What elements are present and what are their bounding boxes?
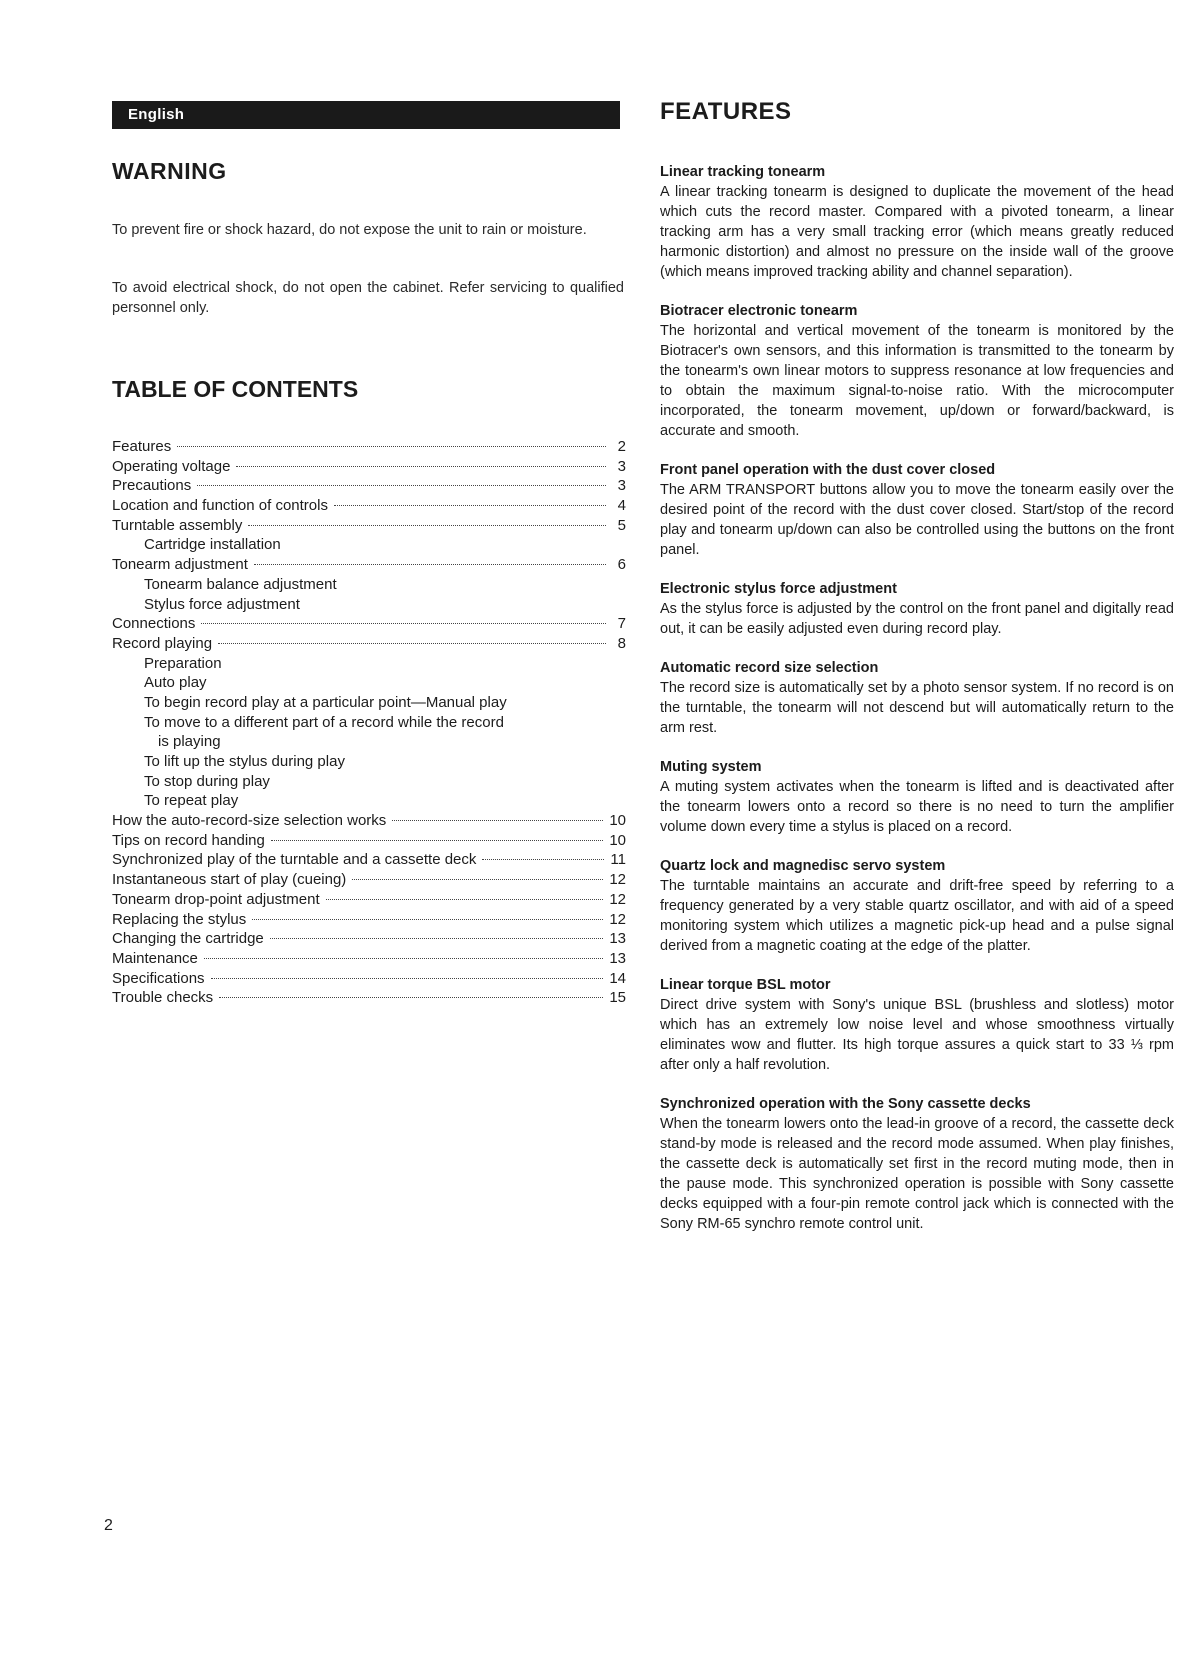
toc-entry-label: Trouble checks <box>112 989 214 1007</box>
toc-leader-dots <box>392 820 603 821</box>
toc-entry <box>112 713 626 733</box>
feature-section <box>660 658 1174 738</box>
feature-title: Linear tracking tonearm <box>660 164 826 180</box>
toc-leader-dots <box>197 485 606 486</box>
toc-leader-dots <box>334 505 606 506</box>
toc-entry-label: To move to a different part of a record while the record <box>144 713 504 731</box>
toc-entry <box>112 496 626 516</box>
feature-text: Direct drive system with Sony's unique BSL (brushless and slotless) motor which has an extremely low noise level and whose smoothness virtually eliminates wow and flutter. Its high torque assures a quick start to 33 ⅓ rpm after only a half revolution. <box>660 997 1174 1073</box>
feature-section <box>660 975 1174 1075</box>
language-banner <box>112 101 620 129</box>
toc-entry-page: 10 <box>609 812 626 830</box>
toc-entry-label: Stylus force adjustment <box>144 595 300 613</box>
feature-text: A linear tracking tonearm is designed to duplicate the movement of the head which cuts the record master. Compared with a pivoted tonearm, a linear tracking arm has a very small tracking error (which means greatly reduced harmonic distortion) and almost no pressure on the inside wall of the groove (which means improved tracking ability and channel separation). <box>660 184 1174 280</box>
toc-entry-label: Precautions <box>112 477 192 495</box>
toc-leader-dots <box>211 978 604 979</box>
toc-entry <box>112 791 626 811</box>
feature-text: The horizontal and vertical movement of the tonearm is monitored by the Biotracer's own sensors, and this information is transmitted to the tonearm by the tonearm's own linear motors to suppress resonance at low frequencies and to obtain the maximum signal-to-noise ratio. With the microcomputer incorporated, the tonearm movement, up/down or forward/backward, is accurate and smooth. <box>660 323 1174 439</box>
toc-entry-label: Specifications <box>112 969 205 987</box>
toc-leader-dots <box>271 840 603 841</box>
table-of-contents <box>112 437 626 1008</box>
feature-section <box>660 301 1174 441</box>
features-list <box>660 162 1174 1253</box>
toc-entry-page: 7 <box>617 615 626 633</box>
feature-title: Automatic record size selection <box>660 660 879 676</box>
toc-entry-page: 12 <box>609 871 626 889</box>
toc-leader-dots <box>254 564 606 565</box>
toc-entry <box>112 870 626 890</box>
toc-entry-label: Location and function of controls <box>112 497 328 515</box>
toc-entry-page: 5 <box>617 516 626 534</box>
toc-entry-label: Synchronized play of the turntable and a cassette deck <box>112 851 477 869</box>
toc-entry-page: 15 <box>609 989 626 1007</box>
feature-section <box>660 460 1174 560</box>
toc-entry-page: 4 <box>617 497 626 515</box>
warning-paragraph-fire: To prevent fire or shock hazard, do not expose the unit to rain or moisture. <box>112 222 587 238</box>
toc-entry-page: 3 <box>617 457 626 475</box>
toc-entry-page: 12 <box>609 890 626 908</box>
toc-leader-dots <box>219 997 603 998</box>
toc-entry-label: To stop during play <box>144 772 270 790</box>
toc-entry <box>112 929 626 949</box>
toc-entry-label: Auto play <box>144 674 207 692</box>
toc-entry-label: Tonearm balance adjustment <box>144 575 337 593</box>
toc-entry-label: To repeat play <box>144 792 239 810</box>
toc-entry-label: Features <box>112 438 172 455</box>
language-label: English <box>128 106 185 123</box>
feature-title: Front panel operation with the dust cover closed <box>660 462 996 478</box>
toc-entry <box>112 595 626 615</box>
feature-section <box>660 856 1174 956</box>
toc-entry <box>112 752 626 772</box>
toc-entry <box>112 654 626 674</box>
toc-entry <box>112 457 626 477</box>
toc-entry <box>112 693 626 713</box>
toc-entry <box>112 910 626 930</box>
toc-entry-label: Instantaneous start of play (cueing) <box>112 871 347 889</box>
toc-entry-label: Changing the cartridge <box>112 930 264 948</box>
toc-leader-dots <box>204 958 603 959</box>
feature-section <box>660 757 1174 837</box>
toc-entry <box>112 969 626 989</box>
toc-entry <box>112 575 626 595</box>
toc-entry-label: Record playing <box>112 634 213 652</box>
feature-title: Quartz lock and magnedisc servo system <box>660 858 946 874</box>
toc-entry <box>112 949 626 969</box>
toc-entry-label: Cartridge installation <box>144 536 281 554</box>
feature-title: Biotracer electronic tonearm <box>660 303 858 319</box>
toc-entry <box>112 555 626 575</box>
page-number: 2 <box>104 1517 113 1534</box>
toc-entry-page: 2 <box>617 438 626 455</box>
toc-leader-dots <box>177 446 606 447</box>
toc-entry-label: Preparation <box>144 654 222 672</box>
feature-text: A muting system activates when the tonearm is lifted and is deactivated after the tonearm lowers onto a record so there is no need to turn the amplifier volume down every time a stylus is placed on a record. <box>660 779 1174 835</box>
feature-section <box>660 579 1174 639</box>
feature-title: Linear torque BSL motor <box>660 977 831 993</box>
toc-entry <box>112 476 626 496</box>
toc-entry <box>112 772 626 792</box>
toc-entry <box>112 437 626 457</box>
feature-text: The ARM TRANSPORT buttons allow you to move the tonearm easily over the desired point of the record with the dust cover closed. Start/stop of the record play and tonearm up/down can also be controlled using the buttons on the front panel. <box>660 482 1174 558</box>
toc-entry-page: 6 <box>617 556 626 574</box>
toc-entry-page: 14 <box>609 969 626 987</box>
toc-entry-label: To lift up the stylus during play <box>144 753 345 770</box>
toc-entry-page: 11 <box>610 851 626 869</box>
toc-entry <box>112 516 626 536</box>
toc-leader-dots <box>326 899 604 900</box>
toc-leader-dots <box>236 466 606 467</box>
feature-text: As the stylus force is adjusted by the control on the front panel and digitally read out, it can be easily adjusted even during record play. <box>660 601 1174 637</box>
toc-leader-dots <box>248 525 606 526</box>
toc-leader-dots <box>252 919 603 920</box>
feature-text: When the tonearm lowers onto the lead-in groove of a record, the cassette deck stand-by mode is released and the record mode assumed. When play finishes, the cassette deck is automatically set first in the record muting mode, then in the pause mode. This synchronized operation is possible with Sony cassette decks equipped with a four-pin remote control jack which is connected with the Sony RM-65 synchro remote control unit. <box>660 1116 1174 1232</box>
toc-entry <box>112 673 626 693</box>
feature-title: Synchronized operation with the Sony cassette decks <box>660 1096 1031 1112</box>
toc-entry <box>112 614 626 634</box>
toc-entry-label: Maintenance <box>112 949 198 967</box>
feature-title: Muting system <box>660 759 762 775</box>
feature-section <box>660 1094 1174 1234</box>
toc-entry <box>112 732 626 752</box>
toc-entry-page: 3 <box>617 477 626 495</box>
toc-entry <box>112 831 626 851</box>
toc-entry <box>112 535 626 555</box>
feature-text: The record size is automatically set by a photo sensor system. If no record is on the turntable, the tonearm will not descend but will automatically return to the arm rest. <box>660 680 1174 736</box>
toc-entry <box>112 634 626 654</box>
toc-entry-label: Turntable assembly <box>112 516 243 534</box>
feature-title: Electronic stylus force adjustment <box>660 581 897 597</box>
toc-leader-dots <box>482 859 604 860</box>
toc-entry-label: Replacing the stylus <box>112 910 247 928</box>
toc-entry-page: 13 <box>609 930 626 948</box>
toc-entry-label: Operating voltage <box>112 457 231 475</box>
feature-text: The turntable maintains an accurate and drift-free speed by referring to a frequency generated by a very stable quartz oscillator, and with aid of a speed monitoring system which utilizes a magnetic pick-up head and a pulse signal derived from a magnetic coating at the edge of the platter. <box>660 878 1174 954</box>
toc-entry-label: is playing <box>158 733 221 751</box>
feature-section <box>660 162 1174 282</box>
toc-entry <box>112 890 626 910</box>
toc-leader-dots <box>270 938 604 939</box>
toc-entry-page: 8 <box>617 634 626 652</box>
warning-paragraph-shock: To avoid electrical shock, do not open the cabinet. Refer servicing to qualified personnel only. <box>112 280 624 316</box>
toc-entry <box>112 850 626 870</box>
toc-leader-dots <box>201 623 606 624</box>
toc-entry-label: Tonearm adjustment <box>112 556 248 574</box>
warning-heading: WARNING <box>112 158 227 184</box>
toc-entry-label: Connections <box>112 615 196 633</box>
toc-leader-dots <box>352 879 603 880</box>
toc-entry-label: Tonearm drop-point adjustment <box>112 890 320 908</box>
toc-entry <box>112 988 626 1008</box>
toc-heading: TABLE OF CONTENTS <box>112 376 359 402</box>
toc-leader-dots <box>218 643 606 644</box>
toc-entry-label: To begin record play at a particular point—Manual play <box>144 693 507 711</box>
toc-entry <box>112 811 626 831</box>
toc-entry-page: 10 <box>609 831 626 849</box>
toc-entry-label: How the auto-record-size selection works <box>112 812 387 830</box>
toc-entry-page: 12 <box>609 910 626 928</box>
features-heading: FEATURES <box>660 98 792 125</box>
toc-entry-label: Tips on record handing <box>112 831 265 849</box>
toc-entry-page: 13 <box>609 949 626 967</box>
